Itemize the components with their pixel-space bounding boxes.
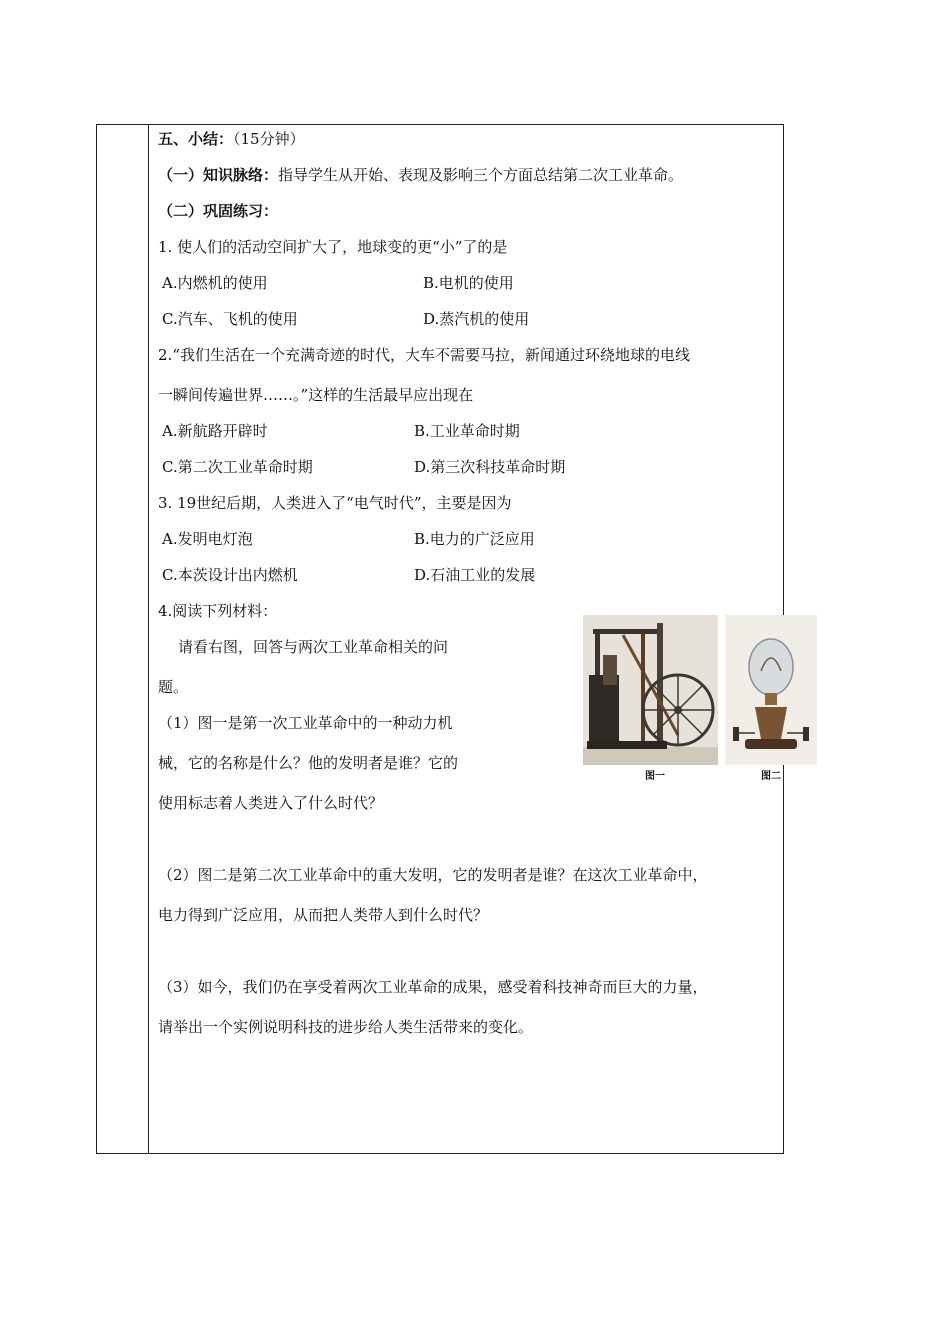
q3-option-a: A.发明电灯泡	[162, 530, 253, 548]
practice-heading: （二）巩固练习：	[158, 202, 279, 220]
q3-stem: 3. 19世纪后期，人类进入了“电气时代”，主要是因为	[158, 494, 512, 512]
steam-engine-image	[583, 615, 718, 765]
column-divider	[148, 125, 149, 1153]
q3-option-d: D.石油工业的发展	[414, 566, 536, 584]
section-heading: 五、小结：（15分钟）	[158, 130, 305, 148]
lesson-table	[96, 124, 784, 1154]
q2-option-c: C.第二次工业革命时期	[162, 458, 313, 476]
q4-part3-line2: 请举出一个实例说明科技的进步给人类生活带来的变化。	[158, 1018, 534, 1036]
q4-part2-line1: （2）图二是第二次工业革命中的重大发明，它的发明者是谁？在这次工业革命中，	[158, 866, 708, 884]
q1-option-a: A.内燃机的使用	[162, 274, 268, 292]
figure-1-caption: 图一	[645, 771, 665, 782]
q1-option-b: B.电机的使用	[423, 274, 514, 292]
q4-intro-line1: 请看右图，回答与两次工业革命相关的问	[178, 638, 449, 656]
q1-option-d: D.蒸汽机的使用	[423, 310, 530, 328]
q2-option-d: D.第三次科技革命时期	[414, 458, 566, 476]
q2-stem-line1: 2.“我们生活在一个充满奇迹的时代，大车不需要马拉，新闻通过环绕地球的电线	[158, 346, 690, 364]
figure-panel	[583, 615, 823, 785]
q3-option-b: B.电力的广泛应用	[414, 530, 535, 548]
q2-stem-line2: 一瞬间传遍世界……。”这样的生活最早应出现在	[158, 386, 474, 404]
q2-option-b: B.工业革命时期	[414, 422, 520, 440]
q1-stem: 1. 使人们的活动空间扩大了，地球变的更“小”了的是	[158, 238, 508, 256]
light-bulb-drawing	[725, 615, 817, 765]
q4-title: 4.阅读下列材料：	[158, 602, 278, 620]
q4-part1-line2: 械，它的名称是什么？他的发明者是谁？它的	[158, 754, 459, 772]
figure-2-caption: 图二	[761, 771, 781, 782]
q4-part1-line3: 使用标志着人类进入了什么时代？	[158, 794, 384, 812]
light-bulb-image	[725, 615, 817, 765]
q1-option-c: C.汽车、飞机的使用	[162, 310, 298, 328]
q4-part1-line1: （1）图一是第一次工业革命中的一种动力机	[158, 714, 453, 732]
q4-part2-line2: 电力得到广泛应用，从而把人类带人到什么时代？	[158, 906, 489, 924]
q3-option-c: C.本茨设计出内燃机	[162, 566, 298, 584]
q4-part3-line1: （3）如今，我们仍在享受着两次工业革命的成果，感受着科技神奇而巨大的力量，	[158, 978, 708, 996]
q4-intro-line2: 题。	[158, 678, 189, 696]
q2-option-a: A.新航路开辟时	[162, 422, 268, 440]
steam-engine-drawing	[583, 615, 718, 765]
knowledge-line: （一）知识脉络：指导学生从开始、表现及影响三个方面总结第二次工业革命。	[158, 166, 684, 184]
